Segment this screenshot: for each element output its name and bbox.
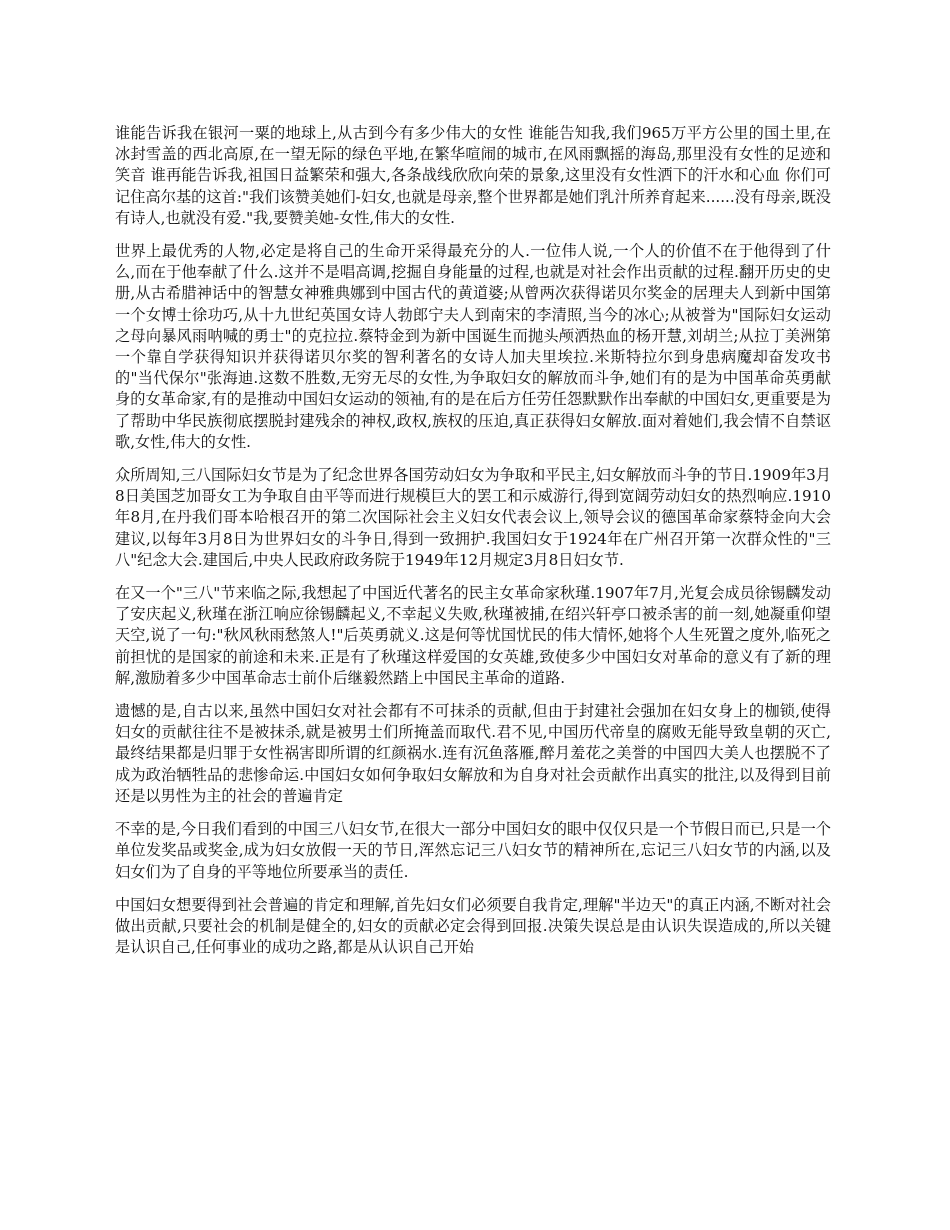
paragraph-womens-day-origin: 众所周知,三八国际妇女节是为了纪念世界各国劳动妇女为争取和平民主,妇女解放而斗争的节日.1909年3月8日美国芝加哥女工为争取自由平等而进行规模巨大的罢工和示威游行,得到宽阔劳动妇女的热烈响应.1910年8月,在丹我们哥本哈根召开的第二次国际社会主义妇女代表会议上,领导会议的德国革命家蔡特金向大会建议,以每年3月8日为世界妇女的斗争日,得到一致拥护.我国妇女于1924年在广州召开第一次群众性的"三八"纪念大会.建国后,中央人民政府政务院于1949年12月规定3月8日妇女节.	[115, 466, 831, 569]
paragraph-modern-holiday: 不幸的是,今日我们看到的中国三八妇女节,在很大一部分中国妇女的眼中仅仅只是一个节假日而已,只是一个单位发奖品或奖金,成为妇女放假一天的节日,浑然忘记三八妇女节的精神所在,忘记三八妇女节的内涵,以及妇女们为了自身的平等地位所要承当的责任.	[115, 820, 831, 881]
paragraph-feudal-constraints: 遗憾的是,自古以来,虽然中国妇女对社会都有不可抹杀的贡献,但由于封建社会强加在妇女身上的枷锁,使得妇女的贡献往往不是被抹杀,就是被男士们所掩盖而取代.君不见,中国历代帝皇的腐败无能导致皇朝的灭亡,最终结果都是归罪于女性祸害即所谓的红颜祸水.连有沉鱼落雁,醉月羞花之美誉的中国四大美人也摆脱不了成为政治牺牲品的悲惨命运.中国妇女如何争取妇女解放和为自身对社会贡献作出真实的批注,以及得到目前还是以男性为主的社会的普遍肯定	[115, 702, 831, 805]
paragraph-historical-women: 世界上最优秀的人物,必定是将自己的生命开采得最充分的人.一位伟人说,一个人的价值不在于他得到了什么,而在于他奉献了什么.这并不是唱高调,挖掘自身能量的过程,也就是对社会作出贡献的过程.翻开历史的史册,从古希腊神话中的智慧女神雅典娜到中国古代的黄道婆;从曾两次获得诺贝尔奖金的居理夫人到新中国第一个女博士徐功巧,从十九世纪英国女诗人勃郎宁夫人到南宋的李清照,当今的冰心;从被誉为"国际妇女运动之母向暴风雨呐喊的勇士"的克拉拉.蔡特金到为新中国诞生而抛头颅洒热血的杨开慧,刘胡兰;从拉丁美洲第一个靠自学获得知识并获得诺贝尔奖的智利著名的女诗人加夫里埃拉.米斯特拉尔到身患病魔却奋发攻书的"当代保尔"张海迪.这数不胜数,无穷无尽的女性,为争取妇女的解放而斗争,她们有的是为中国革命英勇献身的女革命家,有的是推动中国妇女运动的领袖,有的是在后方任劳任怨默默作出奉献的中国妇女,更重要是为了帮助中华民族彻底摆脱封建残余的神权,政权,族权的压迫,真正获得妇女解放.面对着她们,我会情不自禁讴歌,女性,伟大的女性.	[115, 242, 831, 451]
document-body	[115, 123, 831, 970]
paragraph-self-affirmation: 中国妇女想要得到社会普遍的肯定和理解,首先妇女们必须要自我肯定,理解"半边天"的真正内涵,不断对社会做出贡献,只要社会的机制是健全的,妇女的贡献必定会得到回报.决策失误总是由认识失误造成的,所以关键是认识自己,任何事业的成功之路,都是从认识自己开始	[115, 895, 831, 957]
paragraph-qiu-jin: 在又一个"三八"节来临之际,我想起了中国近代著名的民主女革命家秋瑾.1907年7月,光复会成员徐锡麟发动了安庆起义,秋瑾在浙江响应徐锡麟起义,不幸起义失败,秋瑾被捕,在绍兴轩亭口被杀害的前一刻,她凝重仰望天空,说了一句:"秋风秋雨愁煞人!"后英勇就义.这是何等忧国忧民的伟大情怀,她将个人生死置之度外,临死之前担忧的是国家的前途和未来.正是有了秋瑾这样爱国的女英雄,致使多少中国妇女对革命的意义有了新的理解,激励着多少中国革命志士前仆后继毅然踏上中国民主革命的道路.	[115, 584, 831, 687]
paragraph-women-greatness: 谁能告诉我在银河一粟的地球上,从古到今有多少伟大的女性 谁能告知我,我们965万平方公里的国土里,在冰封雪盖的西北高原,在一望无际的绿色平地,在繁华喧闹的城市,在风雨飘摇的海岛,那里没有女性的足迹和笑音 谁再能告诉我,祖国日益繁荣和强大,各条战线欣欣向荣的景象,这里没有女性洒下的汗水和心血 你们可记住高尔基的这首:"我们该赞美她们-妇女,也就是母亲,整个世界都是她们乳汁所养育起来......没有母亲,既没有诗人,也就没有爱."我,要赞美她-女性,伟大的女性.	[115, 124, 831, 227]
